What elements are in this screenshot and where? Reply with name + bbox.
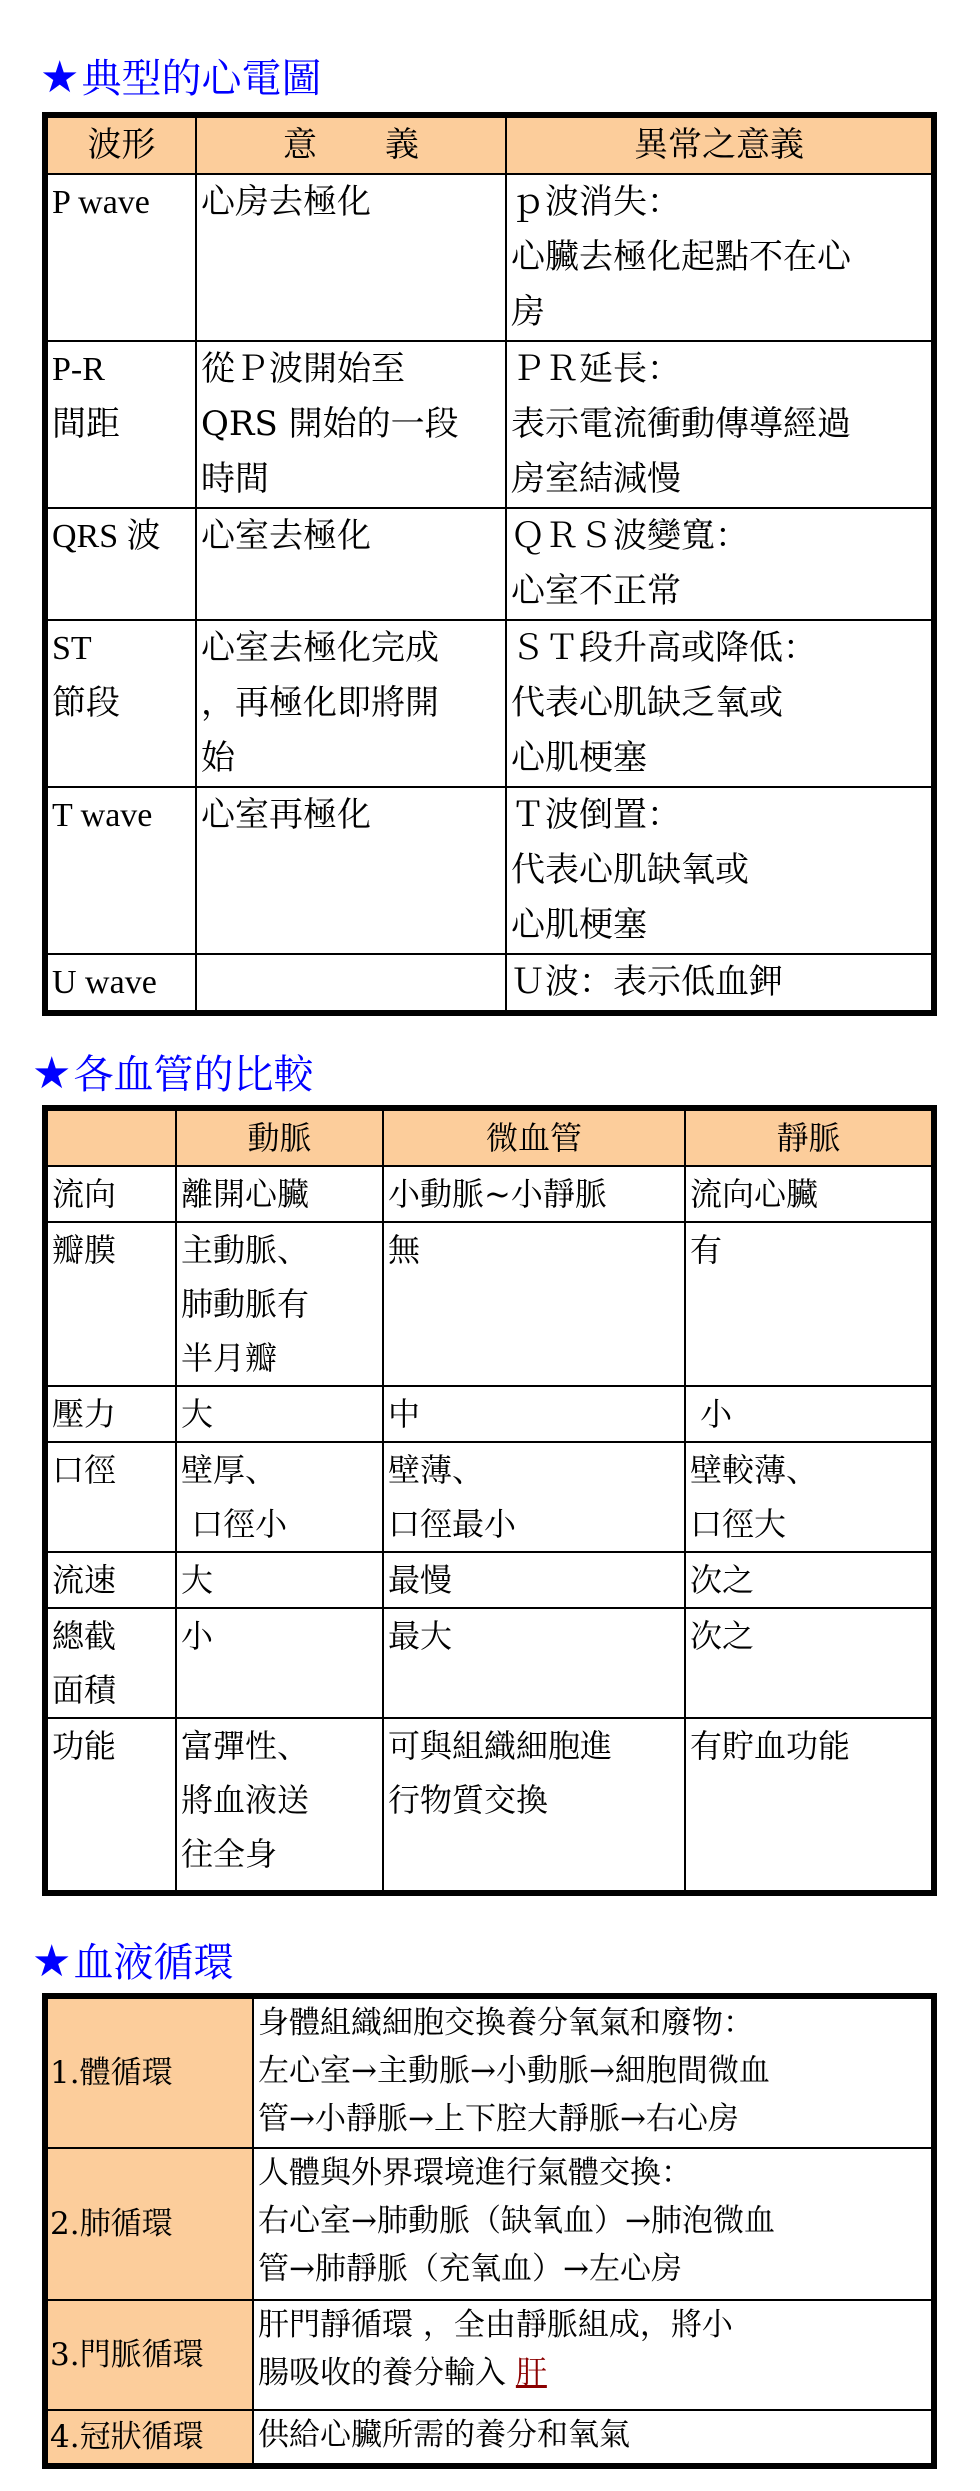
row-label: 瓣膜 <box>45 1222 176 1386</box>
description-cell: 供給心臟所需的養分和氧氣 <box>253 2410 934 2466</box>
capillary-cell: 可與組織細胞進 行物質交換 <box>383 1718 685 1893</box>
abnormal-cell: ＰＲ延長： 表示電流衝動傳導經過 房室結減慢 <box>506 341 934 508</box>
wave-cell: P-R 間距 <box>45 341 196 508</box>
wave-cell: U wave <box>45 954 196 1013</box>
row-label: 流速 <box>45 1552 176 1608</box>
section-title-vessels: ★各血管的比較 <box>32 1048 314 1099</box>
artery-cell: 大 <box>176 1386 383 1442</box>
abnormal-cell: Ｕ波：表示低血鉀 <box>506 954 934 1013</box>
artery-cell: 離開心臟 <box>176 1166 383 1222</box>
artery-cell: 主動脈、 肺動脈有 半月瓣 <box>176 1222 383 1386</box>
meaning-cell: 心室再極化 <box>196 787 506 954</box>
artery-cell: 小 <box>176 1608 383 1718</box>
table-row <box>45 1386 934 1442</box>
capillary-cell: 最大 <box>383 1608 685 1718</box>
table-row <box>45 174 934 341</box>
vein-cell: 壁較薄、 口徑大 <box>685 1442 934 1552</box>
capillary-cell: 中 <box>383 1386 685 1442</box>
highlight-liver: 肝 <box>515 2355 547 2391</box>
row-label: 2.肺循環 <box>45 2148 253 2300</box>
table-row <box>45 1442 934 1552</box>
table-row <box>45 2148 934 2300</box>
table-header <box>45 115 934 174</box>
capillary-cell: 無 <box>383 1222 685 1386</box>
star-icon: ★ <box>32 1048 72 1099</box>
section-title-ecg: ★典型的心電圖 <box>40 52 322 103</box>
star-icon: ★ <box>32 1936 72 1987</box>
header-cell: 動脈 <box>176 1108 383 1166</box>
row-label: 總截 面積 <box>45 1608 176 1718</box>
table-row <box>45 620 934 787</box>
ecg-table <box>42 112 937 1016</box>
table-row <box>45 341 934 508</box>
wave-cell: T wave <box>45 787 196 954</box>
meaning-cell: 心室去極化完成 ，再極化即將開 始 <box>196 620 506 787</box>
vein-cell: 流向心臟 <box>685 1166 934 1222</box>
table-row <box>45 1552 934 1608</box>
table-row <box>45 954 934 1013</box>
description-cell: 肝門靜循環 ，全由靜脈組成，將小 腸吸收的養分輸入 肝 <box>253 2300 934 2410</box>
abnormal-cell: ＱＲＳ波變寬： 心室不正常 <box>506 508 934 620</box>
row-label: 3.門脈循環 <box>45 2300 253 2410</box>
table-row <box>45 1718 934 1893</box>
meaning-cell <box>196 954 506 1013</box>
capillary-cell: 小動脈~小靜脈 <box>383 1166 685 1222</box>
vessels-table <box>42 1105 937 1896</box>
vein-cell: 次之 <box>685 1608 934 1718</box>
row-label: 1.體循環 <box>45 1996 253 2148</box>
header-cell: 靜脈 <box>685 1108 934 1166</box>
row-label: 壓力 <box>45 1386 176 1442</box>
table-row <box>45 2300 934 2410</box>
row-label: 口徑 <box>45 1442 176 1552</box>
artery-cell: 大 <box>176 1552 383 1608</box>
description-cell: 身體組織細胞交換養分氧氣和廢物： 左心室→主動脈→小動脈→細胞間微血 管→小靜脈→上下腔大靜脈→右心房 <box>253 1996 934 2148</box>
vein-cell: 有 <box>685 1222 934 1386</box>
vein-cell: 小 <box>685 1386 934 1442</box>
header-cell <box>45 1108 176 1166</box>
circulation-table <box>42 1993 937 2469</box>
capillary-cell: 壁薄、 口徑最小 <box>383 1442 685 1552</box>
header-cell: 意 義 <box>196 115 506 174</box>
artery-cell: 富彈性、 將血液送 往全身 <box>176 1718 383 1893</box>
row-label: 功能 <box>45 1718 176 1893</box>
wave-cell: P wave <box>45 174 196 341</box>
table-row <box>45 1222 934 1386</box>
table-row <box>45 1608 934 1718</box>
table-row <box>45 1166 934 1222</box>
meaning-cell: 心室去極化 <box>196 508 506 620</box>
table-row <box>45 1996 934 2148</box>
vein-cell: 有貯血功能 <box>685 1718 934 1893</box>
meaning-cell: 從Ｐ波開始至 QRS 開始的一段 時間 <box>196 341 506 508</box>
abnormal-cell: ＳＴ段升高或降低： 代表心肌缺乏氧或 心肌梗塞 <box>506 620 934 787</box>
abnormal-cell: Ｔ波倒置： 代表心肌缺氧或 心肌梗塞 <box>506 787 934 954</box>
section-title-circulation: ★血液循環 <box>32 1936 234 1987</box>
wave-cell: ST 節段 <box>45 620 196 787</box>
capillary-cell: 最慢 <box>383 1552 685 1608</box>
wave-cell: QRS 波 <box>45 508 196 620</box>
table-header <box>45 1108 934 1166</box>
star-icon: ★ <box>40 52 80 103</box>
artery-cell: 壁厚、 口徑小 <box>176 1442 383 1552</box>
header-cell: 異常之意義 <box>506 115 934 174</box>
table-row <box>45 508 934 620</box>
abnormal-cell: ｐ波消失： 心臟去極化起點不在心 房 <box>506 174 934 341</box>
meaning-cell: 心房去極化 <box>196 174 506 341</box>
table-row <box>45 2410 934 2466</box>
row-label: 流向 <box>45 1166 176 1222</box>
header-cell: 波形 <box>45 115 196 174</box>
header-cell: 微血管 <box>383 1108 685 1166</box>
description-cell: 人體與外界環境進行氣體交換： 右心室→肺動脈（缺氧血）→肺泡微血 管→肺靜脈（充氧血）→左心房 <box>253 2148 934 2300</box>
row-label: 4.冠狀循環 <box>45 2410 253 2466</box>
vein-cell: 次之 <box>685 1552 934 1608</box>
table-row <box>45 787 934 954</box>
